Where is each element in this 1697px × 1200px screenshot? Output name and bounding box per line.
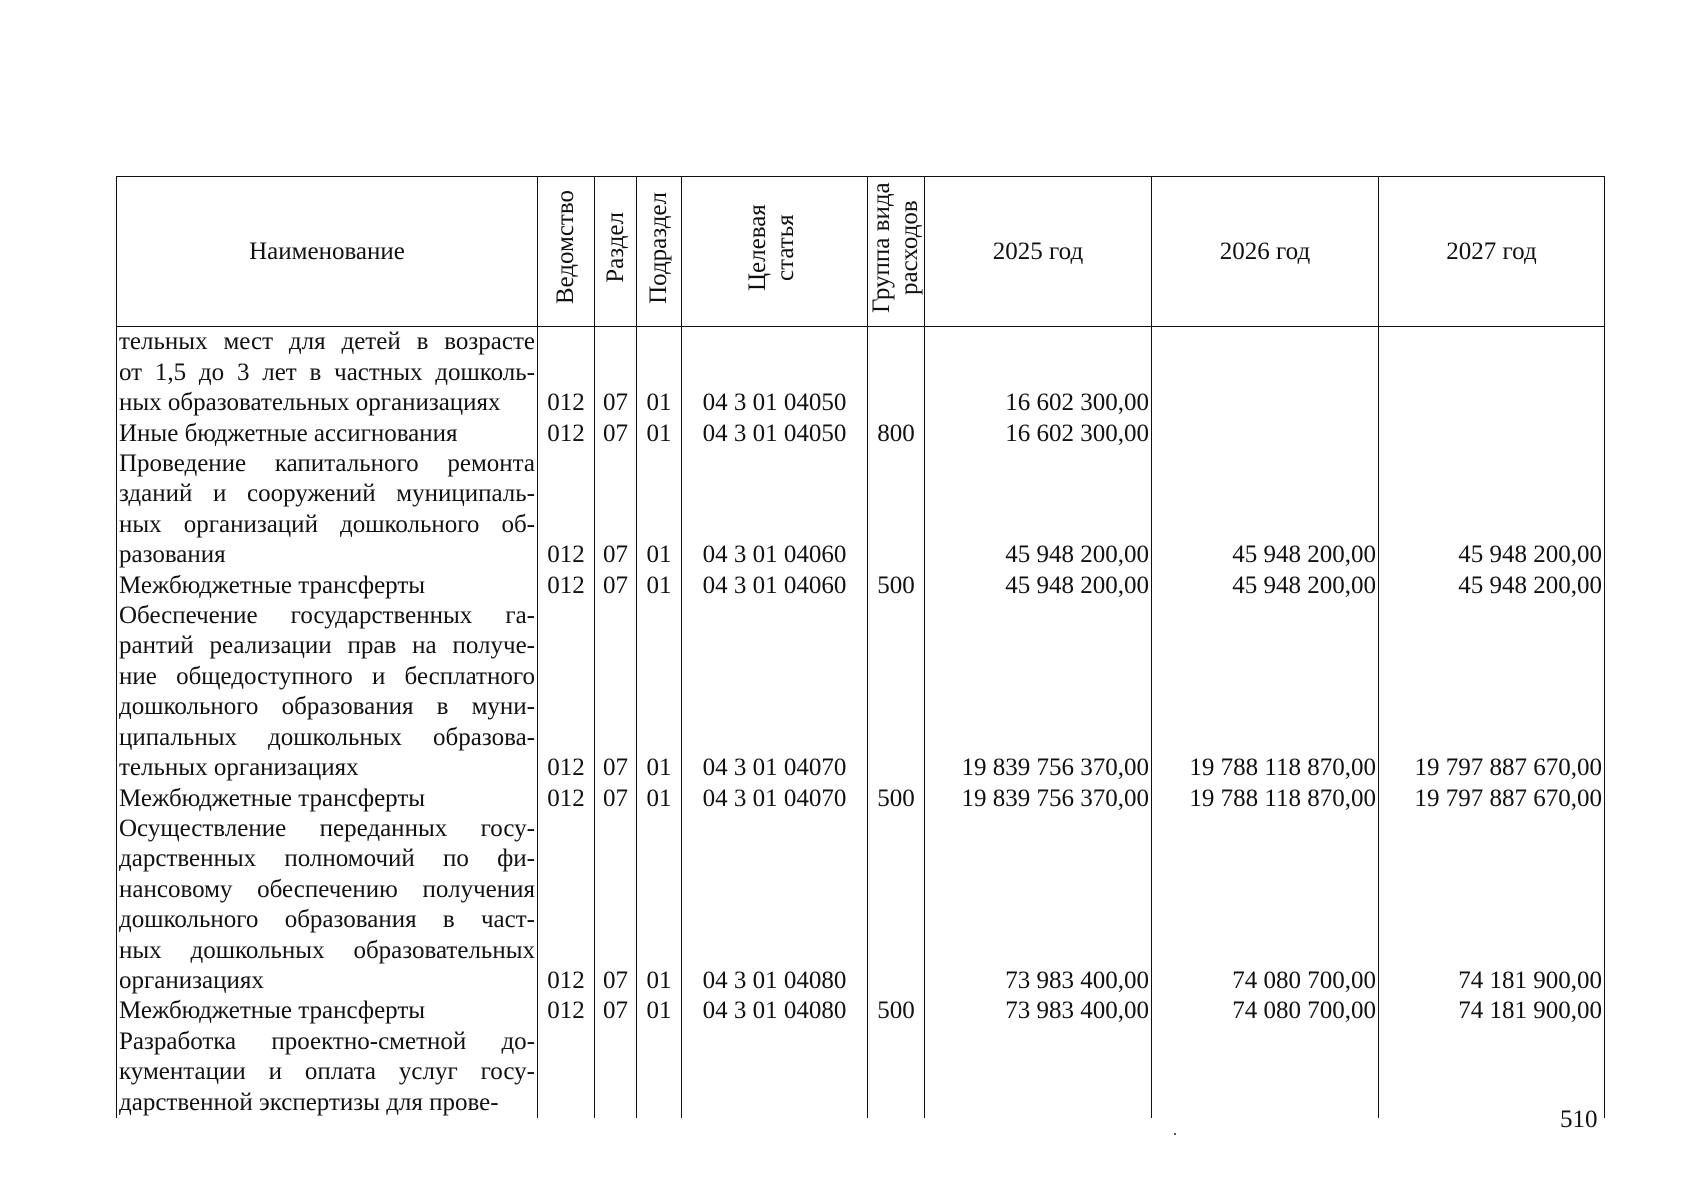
cell-2026: 19 788 118 870,00 bbox=[1152, 784, 1379, 814]
cell-podrazdel: 01 bbox=[637, 601, 682, 783]
name-line: дошкольного образования в муни- bbox=[119, 693, 535, 721]
cell-podrazdel: 01 bbox=[637, 814, 682, 996]
cell-2025: 19 839 756 370,00 bbox=[925, 601, 1152, 783]
table-row bbox=[117, 1027, 1605, 1118]
cell-2025: 73 983 400,00 bbox=[925, 996, 1152, 1026]
cell-razdel: 07 bbox=[595, 449, 637, 571]
cell-name bbox=[117, 814, 538, 996]
cell-tselevaya: 04 3 01 04050 bbox=[682, 327, 868, 419]
table-row bbox=[117, 571, 1605, 601]
cell-name bbox=[117, 327, 538, 419]
name-line: тельных мест для детей в возрасте bbox=[119, 328, 535, 356]
cell-podrazdel: 01 bbox=[637, 419, 682, 449]
header-2026: 2026 год bbox=[1152, 177, 1379, 327]
cell-2027 bbox=[1379, 327, 1605, 419]
cell-2025: 16 602 300,00 bbox=[925, 327, 1152, 419]
table-body bbox=[117, 327, 1605, 1118]
cell-gruppa: 500 bbox=[868, 571, 925, 601]
cell-vedomstvo: 012 bbox=[538, 784, 595, 814]
cell-2025: 45 948 200,00 bbox=[925, 571, 1152, 601]
header-2027: 2027 год bbox=[1379, 177, 1605, 327]
cell-name bbox=[117, 601, 538, 783]
cell-razdel: 07 bbox=[595, 327, 637, 419]
name-line: от 1,5 до 3 лет в частных дошколь- bbox=[119, 358, 535, 386]
cell-vedomstvo: 012 bbox=[538, 601, 595, 783]
name-line: нансовому обеспечению получения bbox=[119, 875, 535, 903]
name-line: дарственных полномочий по фи- bbox=[119, 845, 535, 873]
name-line: ципальных дошкольных образова- bbox=[119, 723, 535, 751]
cell-vedomstvo: 012 bbox=[538, 419, 595, 449]
cell-2025: 73 983 400,00 bbox=[925, 814, 1152, 996]
cell-razdel: 07 bbox=[595, 996, 637, 1026]
cell-razdel: 07 bbox=[595, 814, 637, 996]
header-vedomstvo: Ведомство bbox=[552, 190, 579, 305]
cell-2026 bbox=[1152, 327, 1379, 419]
cell-razdel: 07 bbox=[595, 784, 637, 814]
name-line: Межбюджетные трансферты bbox=[119, 571, 426, 599]
cell-podrazdel: 01 bbox=[637, 784, 682, 814]
cell-razdel: 07 bbox=[595, 571, 637, 601]
cell-vedomstvo bbox=[538, 1027, 595, 1118]
cell-podrazdel: 01 bbox=[637, 571, 682, 601]
cell-2026: 74 080 700,00 bbox=[1152, 996, 1379, 1026]
cell-2025: 45 948 200,00 bbox=[925, 449, 1152, 571]
cell-podrazdel: 01 bbox=[637, 996, 682, 1026]
cell-name bbox=[117, 1027, 538, 1118]
cell-podrazdel bbox=[637, 1027, 682, 1118]
cell-tselevaya: 04 3 01 04070 bbox=[682, 784, 868, 814]
name-line: рантий реализации прав на получе- bbox=[119, 632, 535, 660]
cell-name bbox=[117, 996, 538, 1026]
header-podrazdel: Подраздел bbox=[645, 191, 672, 304]
cell-name bbox=[117, 784, 538, 814]
name-line: дарственной экспертизы для прове- bbox=[119, 1088, 499, 1116]
table-row bbox=[117, 419, 1605, 449]
cell-2027 bbox=[1379, 1027, 1605, 1118]
name-line: разования bbox=[119, 541, 226, 569]
cell-gruppa bbox=[868, 449, 925, 571]
cell-2025 bbox=[925, 1027, 1152, 1118]
cell-tselevaya: 04 3 01 04080 bbox=[682, 996, 868, 1026]
cell-podrazdel: 01 bbox=[637, 449, 682, 571]
cell-vedomstvo: 012 bbox=[538, 327, 595, 419]
header-row bbox=[117, 177, 1605, 327]
cell-vedomstvo: 012 bbox=[538, 449, 595, 571]
cell-2027: 19 797 887 670,00 bbox=[1379, 601, 1605, 783]
table-row bbox=[117, 814, 1605, 996]
cell-tselevaya: 04 3 01 04080 bbox=[682, 814, 868, 996]
cell-vedomstvo: 012 bbox=[538, 996, 595, 1026]
cell-tselevaya bbox=[682, 1027, 868, 1118]
cell-gruppa bbox=[868, 601, 925, 783]
cell-2027: 19 797 887 670,00 bbox=[1379, 784, 1605, 814]
cell-name bbox=[117, 419, 538, 449]
budget-table bbox=[116, 176, 1605, 1118]
name-line: Межбюджетные трансферты bbox=[119, 997, 426, 1025]
cell-podrazdel: 01 bbox=[637, 327, 682, 419]
name-line: Межбюджетные трансферты bbox=[119, 784, 426, 812]
cell-gruppa: 500 bbox=[868, 784, 925, 814]
cell-2026: 19 788 118 870,00 bbox=[1152, 601, 1379, 783]
name-line: кументации и оплата услуг госу- bbox=[119, 1058, 535, 1086]
cell-2025: 19 839 756 370,00 bbox=[925, 784, 1152, 814]
cell-2027: 45 948 200,00 bbox=[1379, 449, 1605, 571]
page-number: 510 bbox=[1560, 1106, 1598, 1133]
name-line: дошкольного образования в част- bbox=[119, 906, 535, 934]
scan-speck bbox=[1174, 1133, 1176, 1135]
header-gruppa: Группа вида расходов bbox=[868, 182, 923, 313]
name-line: Осуществление переданных госу- bbox=[119, 814, 535, 842]
table-row bbox=[117, 327, 1605, 419]
cell-name bbox=[117, 571, 538, 601]
cell-tselevaya: 04 3 01 04060 bbox=[682, 449, 868, 571]
cell-2026 bbox=[1152, 1027, 1379, 1118]
cell-vedomstvo: 012 bbox=[538, 571, 595, 601]
table-row bbox=[117, 449, 1605, 571]
cell-tselevaya: 04 3 01 04060 bbox=[682, 571, 868, 601]
name-line: Разработка проектно-сметной до- bbox=[119, 1027, 535, 1055]
cell-2025: 16 602 300,00 bbox=[925, 419, 1152, 449]
cell-2027 bbox=[1379, 419, 1605, 449]
name-line: организациях bbox=[119, 966, 264, 994]
name-line: тельных организациях bbox=[119, 754, 359, 782]
cell-tselevaya: 04 3 01 04050 bbox=[682, 419, 868, 449]
cell-tselevaya: 04 3 01 04070 bbox=[682, 601, 868, 783]
name-line: ных дошкольных образовательных bbox=[119, 936, 535, 964]
cell-2027: 45 948 200,00 bbox=[1379, 571, 1605, 601]
cell-razdel bbox=[595, 1027, 637, 1118]
cell-name bbox=[117, 449, 538, 571]
name-line: Проведение капитального ремонта bbox=[119, 450, 535, 478]
cell-2026: 45 948 200,00 bbox=[1152, 449, 1379, 571]
cell-gruppa bbox=[868, 814, 925, 996]
cell-gruppa: 800 bbox=[868, 419, 925, 449]
name-line: ных образовательных организациях bbox=[119, 389, 501, 417]
name-line: ных организаций дошкольного об- bbox=[119, 510, 535, 538]
cell-gruppa bbox=[868, 327, 925, 419]
table-row bbox=[117, 601, 1605, 783]
cell-vedomstvo: 012 bbox=[538, 814, 595, 996]
name-line: Обеспечение государственных га- bbox=[119, 602, 535, 630]
cell-2027: 74 181 900,00 bbox=[1379, 814, 1605, 996]
header-name: Наименование bbox=[117, 177, 538, 327]
header-razdel: Раздел bbox=[601, 212, 629, 283]
cell-2026 bbox=[1152, 419, 1379, 449]
name-line: Иные бюджетные ассигнования bbox=[119, 419, 458, 447]
table-row bbox=[117, 784, 1605, 814]
cell-gruppa: 500 bbox=[868, 996, 925, 1026]
cell-gruppa bbox=[868, 1027, 925, 1118]
cell-razdel: 07 bbox=[595, 601, 637, 783]
cell-razdel: 07 bbox=[595, 419, 637, 449]
cell-2026: 45 948 200,00 bbox=[1152, 571, 1379, 601]
table-row bbox=[117, 996, 1605, 1026]
cell-2027: 74 181 900,00 bbox=[1379, 996, 1605, 1026]
cell-2026: 74 080 700,00 bbox=[1152, 814, 1379, 996]
name-line: ние общедоступного и бесплатного bbox=[119, 662, 535, 690]
name-line: зданий и сооружений муниципаль- bbox=[119, 480, 535, 508]
header-tselevaya: Целевая статья bbox=[743, 204, 799, 291]
header-2025: 2025 год bbox=[925, 177, 1152, 327]
